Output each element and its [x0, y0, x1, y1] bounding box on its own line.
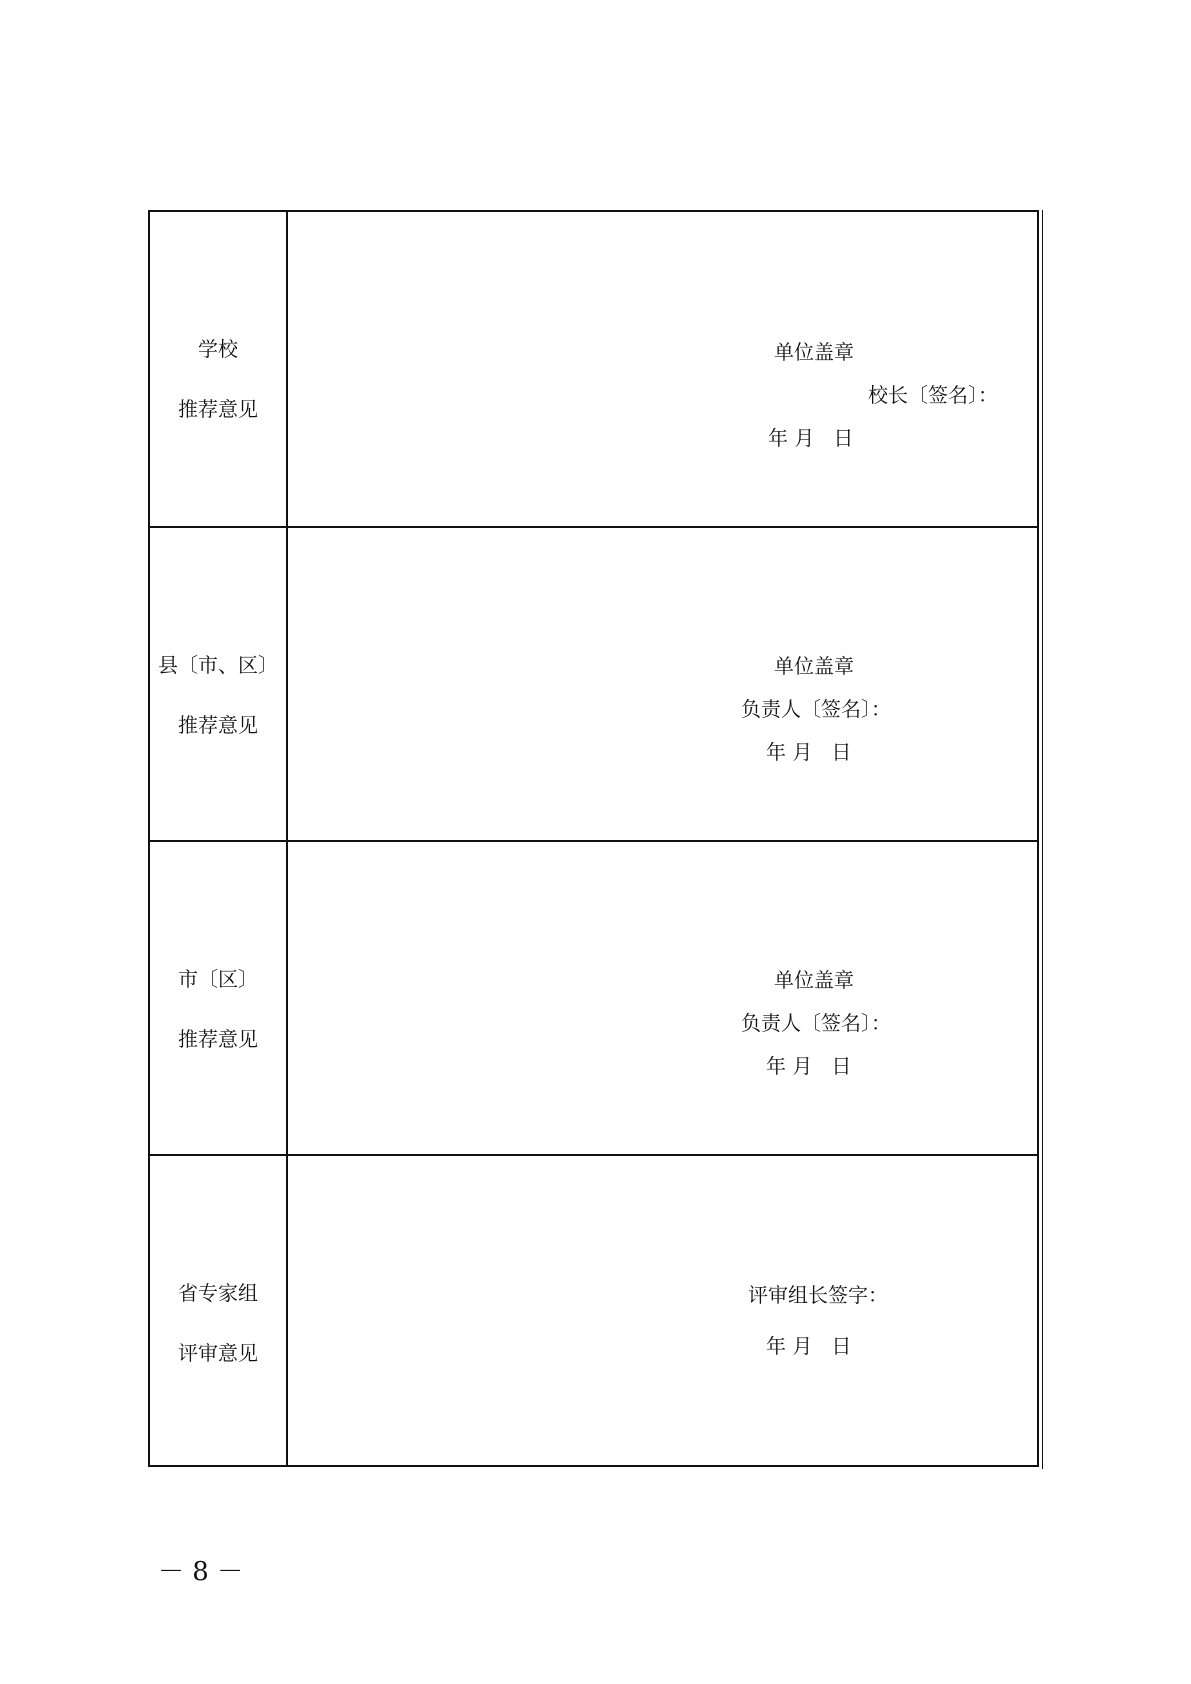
recommendation-form-table	[148, 210, 1039, 1467]
city-label-cell	[150, 842, 288, 1154]
table-right-double-rule	[1042, 210, 1043, 1469]
city-recommendation-row	[150, 840, 1037, 1154]
school-label-cell	[150, 212, 288, 526]
province-label-subtitle: 评审意见	[178, 1341, 258, 1365]
city-date-text: 年 月 日	[766, 1054, 852, 1078]
province-label-cell	[150, 1156, 288, 1465]
city-seal-text: 单位盖章	[774, 968, 854, 992]
city-label-title: 市〔区〕	[178, 967, 258, 991]
page-number: － 8 －	[158, 1557, 244, 1587]
school-seal-text: 单位盖章	[774, 340, 854, 364]
city-opinion-cell	[288, 842, 1037, 1154]
county-signature-text: 负责人〔签名〕：	[741, 697, 891, 721]
county-label-subtitle: 推荐意见	[178, 713, 258, 737]
county-opinion-cell	[288, 528, 1037, 840]
county-label-cell	[150, 528, 288, 840]
county-seal-text: 单位盖章	[774, 654, 854, 678]
province-review-row	[150, 1154, 1037, 1465]
county-recommendation-row	[150, 526, 1037, 840]
school-signature-text: 校长〔签名〕：	[868, 383, 998, 407]
school-recommendation-row	[150, 212, 1037, 526]
county-label-title: 县〔市、区〕	[158, 653, 278, 677]
province-opinion-cell	[288, 1156, 1037, 1465]
county-date-text: 年 月 日	[766, 740, 852, 764]
city-label-subtitle: 推荐意见	[178, 1027, 258, 1051]
province-label-title: 省专家组	[178, 1281, 258, 1305]
school-date-text: 年 月 日	[768, 426, 854, 450]
province-signature-text: 评审组长签字：	[748, 1283, 888, 1307]
city-signature-text: 负责人〔签名〕：	[741, 1011, 891, 1035]
school-label-title: 学校	[198, 337, 238, 361]
school-opinion-cell	[288, 212, 1037, 526]
province-date-text: 年 月 日	[766, 1334, 852, 1358]
school-label-subtitle: 推荐意见	[178, 397, 258, 421]
